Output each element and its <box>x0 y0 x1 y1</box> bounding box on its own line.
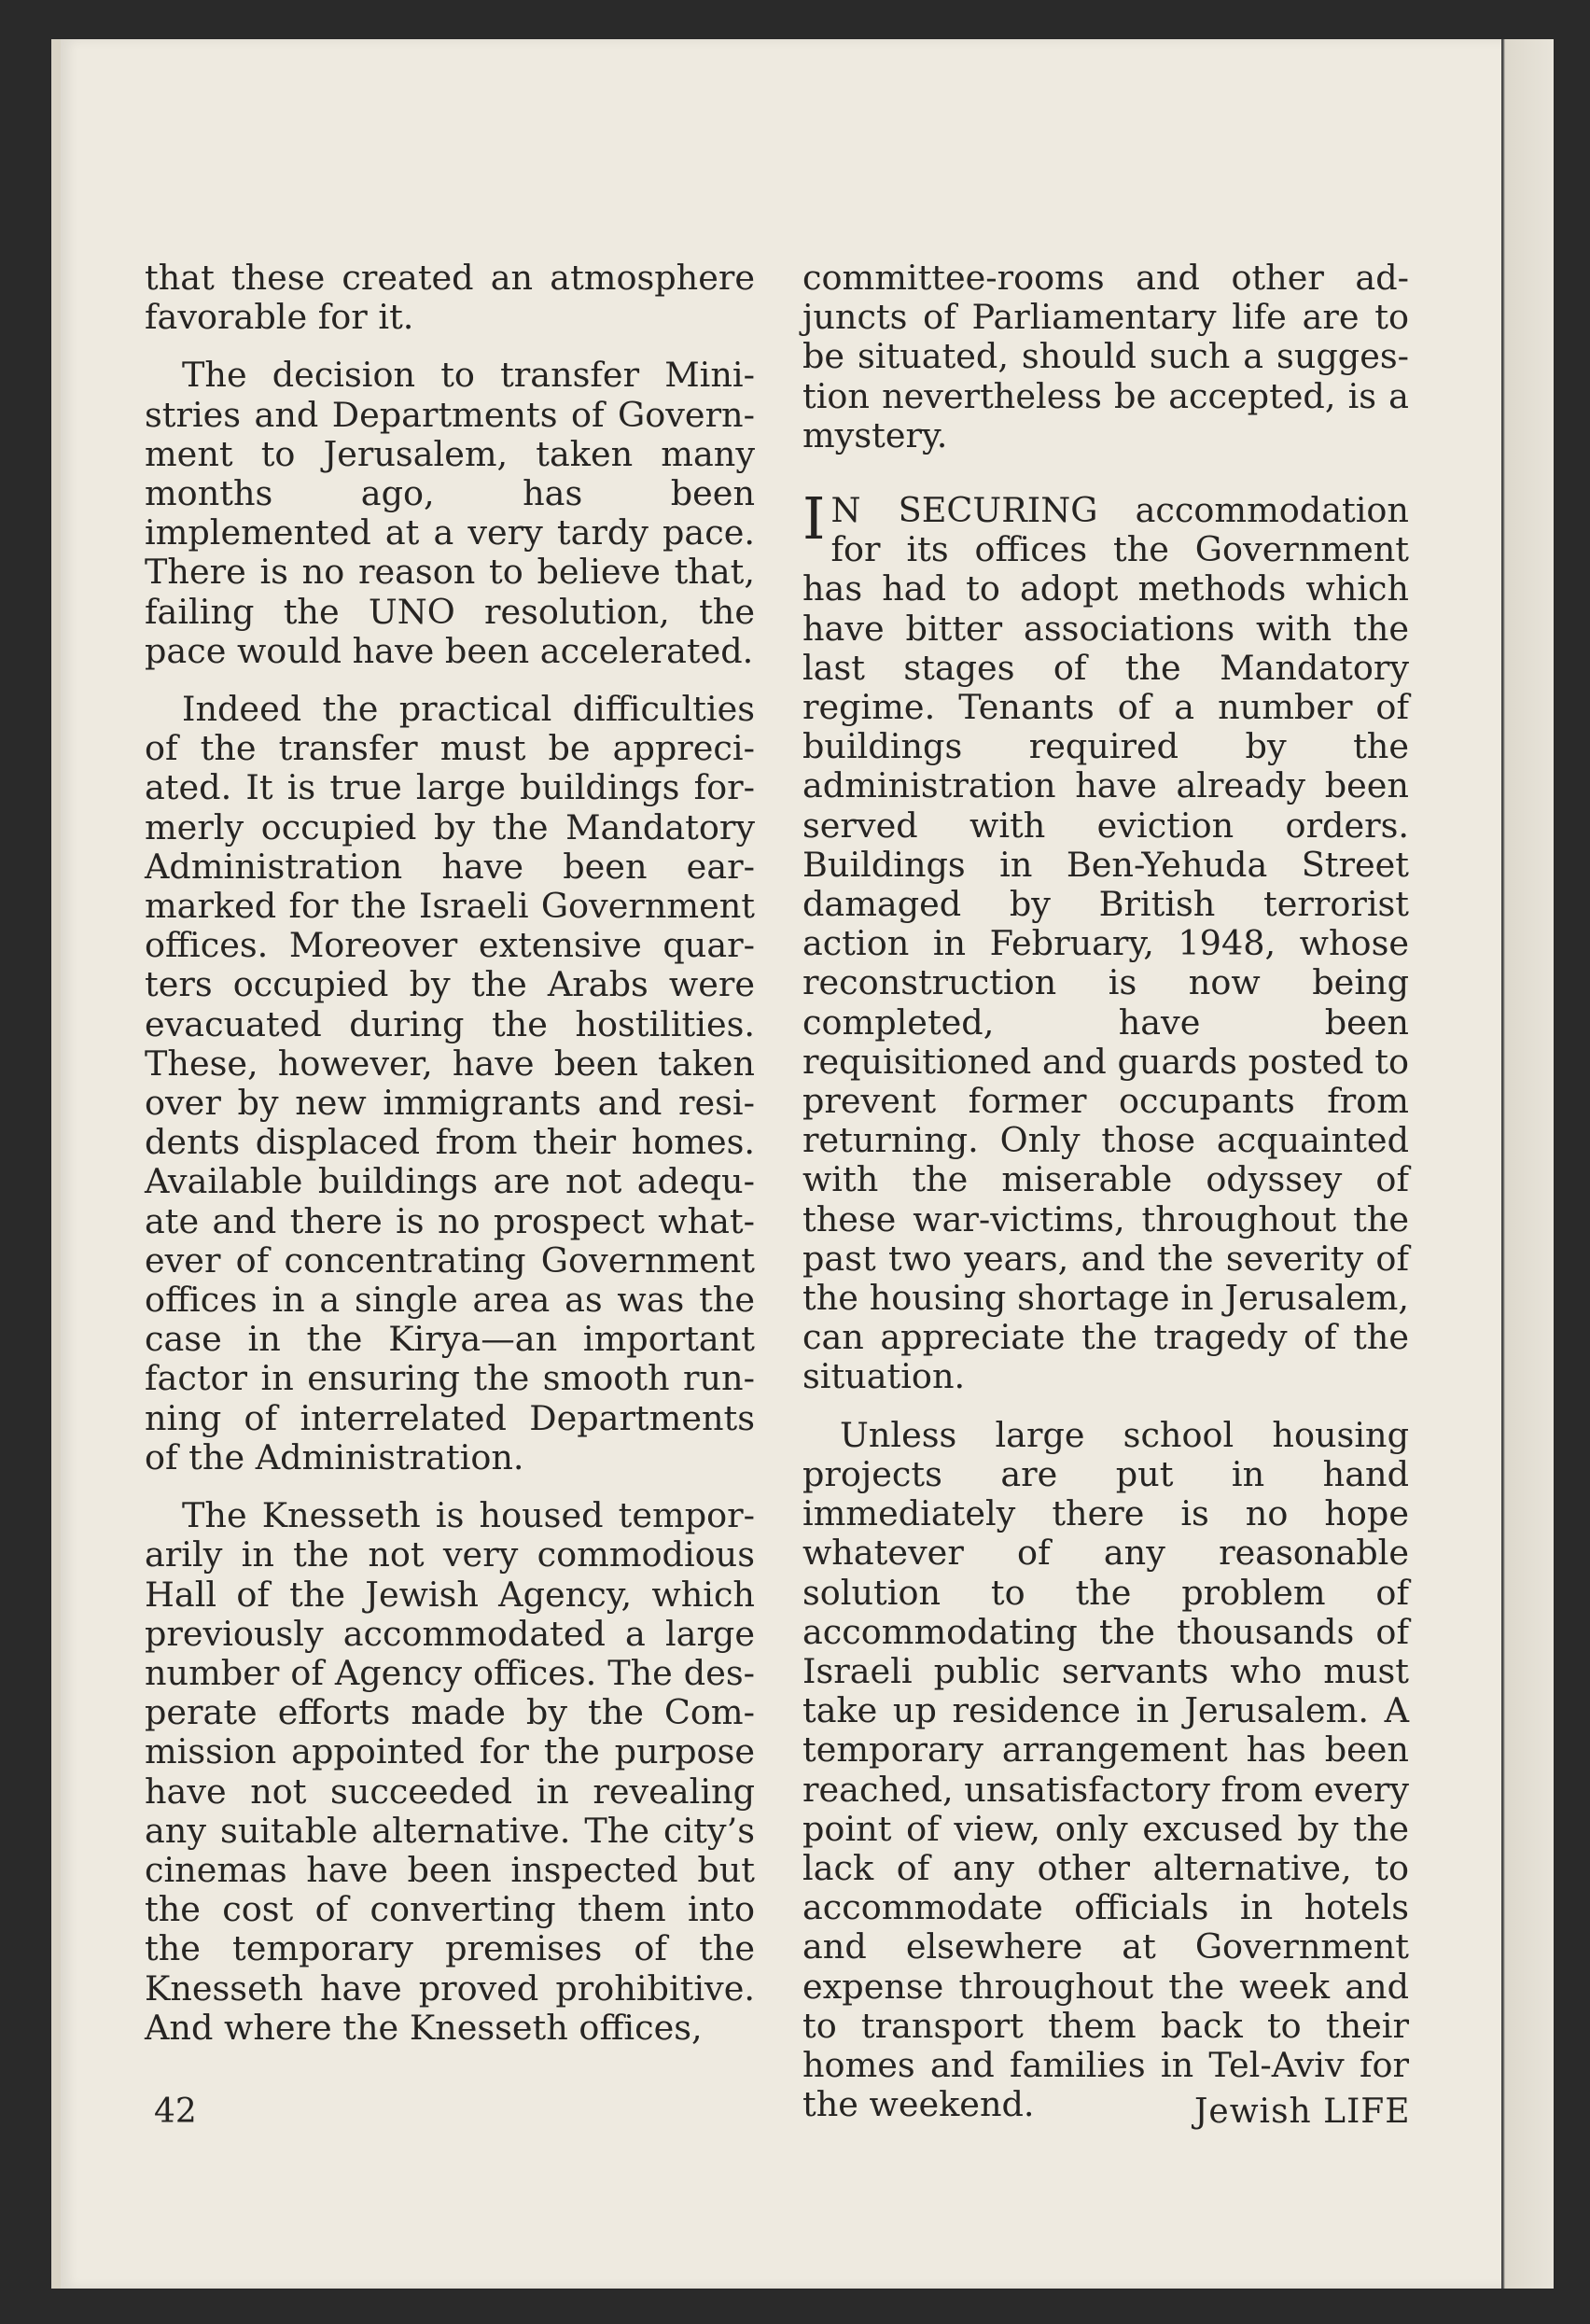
paragraph: that these created an atmosphere favorable for it. <box>145 258 755 338</box>
right-column <box>802 259 1409 2143</box>
lead-text: accommodation for its offices the Government has had to adopt methods which have bitter associations with the last stages of the Mandatory regime. Tenants of a number of buildings required by the administration have already been served with eviction orders. Buildings in Ben-Yehuda Street damaged by British terrorist action in February, 1948, whose reconstruction is now being completed, have been requisitioned and guards posted to prevent former occupants from returning. Only those acquainted with the miserable odyssey of these war-victims, throughout the past two years, and the severity of the housing shortage in Jerusalem, can appreciate the tragedy of the situation. <box>802 490 1409 1397</box>
page-number: 42 <box>154 2093 197 2131</box>
paragraph: Unless large school housing projects are put in hand immediately there is no hope whatever of any reasonable solution to the problem of accommodating the thousands of Israeli public servants who must take up residence in Jerusalem. A temporary arrangement has been reached, unsatisfactory from every point of view, only excused by the lack of any other alternative, to accommodate officials in hotels and elsewhere at Government expense throughout the week and to transport them back to their homes and families in Tel-Aviv for the weekend. <box>802 1414 1409 2125</box>
paragraph: The Knesseth is housed temporarily in the not very commodious Hall of the Jewish Agency, which previously accommodated a large number of Agency offices. The desperate efforts made by the Commission appointed for the purpose have not succeeded in revealing any suitable alternative. The city’s cinemas have been inspected but the cost of converting them into the temporary premises of the Knesseth have proved prohibitive. And where the Knesseth offices, <box>145 1495 755 2048</box>
section-lead-paragraph <box>802 484 1409 1397</box>
paragraph: Indeed the practical difficulties of the transfer must be appreciated. It is true large buildings formerly occupied by the Mandatory Administration have been earmarked for the Israeli Government offices. Moreover extensive quarters occupied by the Arabs were evacuated during the hostilities. These, however, have been taken over by new immigrants and residents displaced from their homes. Available buildings are not adequate and there is no prospect whatever of concentrating Government offices in a single area as was the case in the Kirya—an important factor in ensuring the smooth running of interrelated Departments of the Administration. <box>145 689 755 1477</box>
drop-cap: I <box>802 484 826 553</box>
page-edge <box>1501 39 1554 2289</box>
magazine-page <box>51 39 1554 2289</box>
paragraph: The decision to transfer Ministries and Departments of Government to Jerusalem, taken many months ago, has been implemented at a very tardy pace. There is no reason to believe that, failing the UNO resolution, the pace would have been accelerated. <box>145 355 755 671</box>
left-column <box>145 259 755 2066</box>
lead-smallcaps: N SECURING <box>830 490 1098 531</box>
journal-title: Jewish LIFE <box>1194 2093 1411 2131</box>
paragraph: committee-rooms and other adjuncts of Parliamentary life are to be situated, should such a suggestion nevertheless be accepted, is a mystery. <box>802 258 1409 455</box>
